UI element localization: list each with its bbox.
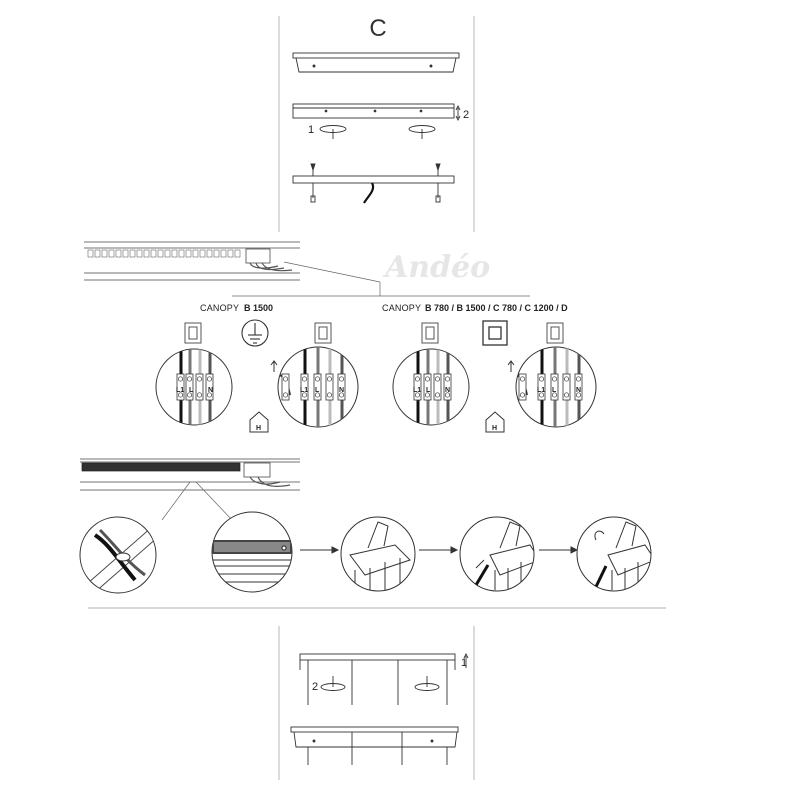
ground-icon <box>242 320 268 346</box>
led-module <box>109 250 114 257</box>
led-module <box>102 250 107 257</box>
led-module <box>193 250 198 257</box>
svg-text:B 1500: B 1500 <box>244 303 274 313</box>
double-insulation-icon <box>483 321 507 345</box>
canopy-label-right <box>382 303 568 313</box>
canopy-finished <box>291 727 458 765</box>
led-module <box>158 250 163 257</box>
wiring-detail-1 <box>156 340 232 430</box>
wiring-detail-2 <box>270 340 358 430</box>
led-module <box>88 250 93 257</box>
led-module <box>207 250 212 257</box>
cable-clip-detail <box>80 517 166 600</box>
callout-2: 2 <box>312 681 319 693</box>
led-module <box>130 250 135 257</box>
house-label: H <box>256 425 262 432</box>
house-label: H <box>492 425 498 432</box>
led-module <box>116 250 121 257</box>
callout-1: 1 <box>461 657 468 669</box>
rail-with-anchors <box>293 164 454 203</box>
led-module <box>214 250 219 257</box>
canopy-housing <box>293 53 459 72</box>
svg-text:L: L <box>315 387 320 394</box>
led-module <box>235 250 240 257</box>
svg-text:CANOPY: CANOPY <box>200 303 240 313</box>
led-module <box>186 250 191 257</box>
led-module <box>165 250 170 257</box>
svg-text:L: L <box>426 387 431 394</box>
led-module <box>144 250 149 257</box>
led-module <box>228 250 233 257</box>
wiring-detail-3 <box>393 340 469 430</box>
step-label: C <box>369 15 387 42</box>
canopy-mounting-bottom <box>300 654 468 705</box>
svg-text:N: N <box>576 387 582 394</box>
svg-text:N: N <box>445 387 451 394</box>
svg-text:L1: L1 <box>537 387 546 394</box>
svg-text:L1: L1 <box>413 387 422 394</box>
led-module <box>123 250 128 257</box>
callout-1: 1 <box>308 124 315 136</box>
svg-text:L: L <box>189 387 194 394</box>
led-module <box>221 250 226 257</box>
led-module <box>137 250 142 257</box>
led-modules <box>88 250 240 257</box>
mounting-plate <box>293 104 460 139</box>
led-module <box>151 250 156 257</box>
canopy-label-left <box>200 303 273 313</box>
led-module <box>200 250 205 257</box>
svg-text:N: N <box>208 387 214 394</box>
led-rail-bottom <box>80 459 300 520</box>
svg-text:L1: L1 <box>300 387 309 394</box>
lever-step-3 <box>577 517 655 595</box>
led-module <box>179 250 184 257</box>
watermark: Andéo <box>385 250 491 285</box>
lever-step-1 <box>341 517 415 591</box>
callout-2: 2 <box>463 109 470 121</box>
lever-step-2 <box>460 517 540 595</box>
led-module <box>95 250 100 257</box>
led-module <box>172 250 177 257</box>
wiring-detail-4 <box>507 340 596 430</box>
svg-text:N: N <box>339 387 345 394</box>
svg-text:CANOPY: CANOPY <box>382 303 422 313</box>
terminal-block-detail <box>212 512 292 592</box>
svg-text:B 780 / B 1500 / C 780 / C 120: B 780 / B 1500 / C 780 / C 1200 / D <box>425 303 568 313</box>
svg-text:L: L <box>552 387 557 394</box>
svg-text:L1: L1 <box>176 387 185 394</box>
